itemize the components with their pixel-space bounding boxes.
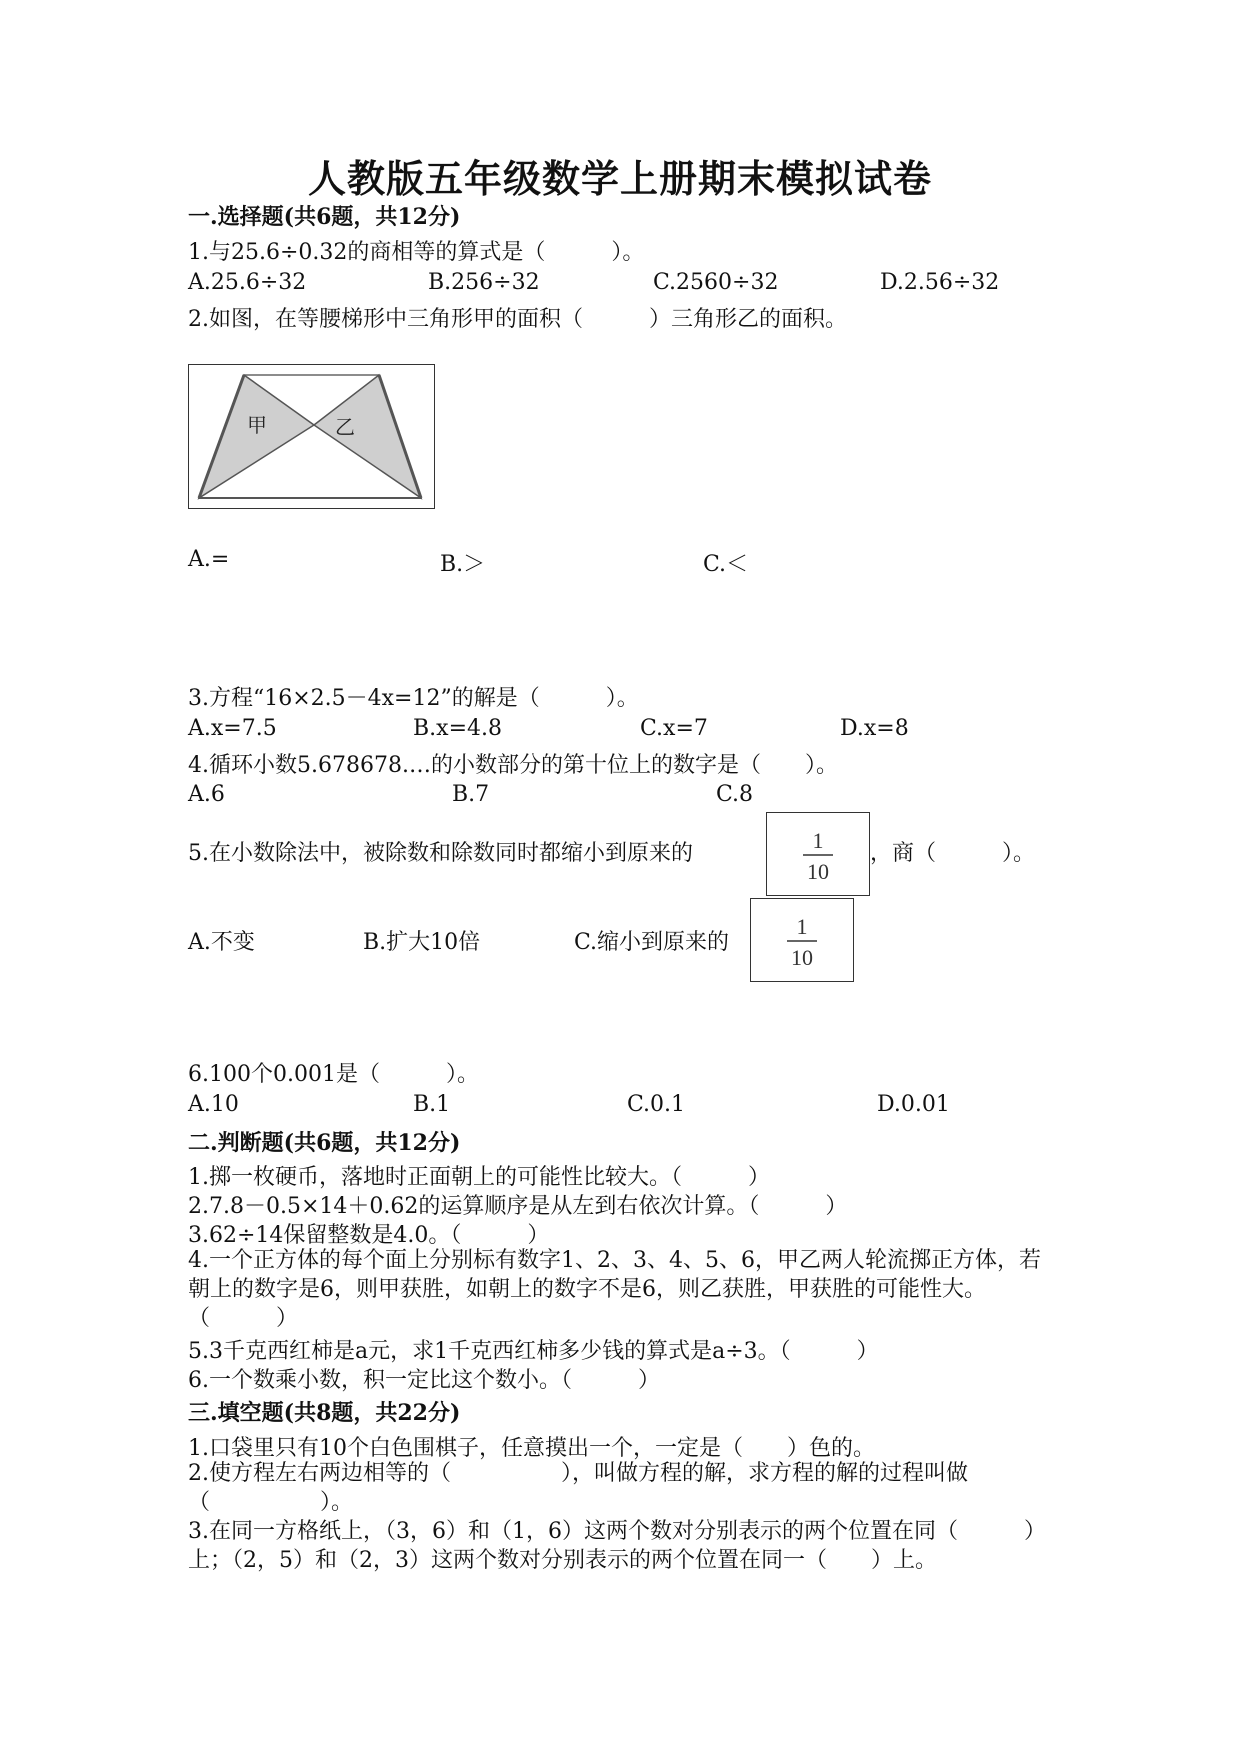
q6-option-d: D.0.01 xyxy=(877,1092,950,1117)
q4-stem: 4.循环小数5.678678.…的小数部分的第十位上的数字是（ ）。 xyxy=(188,753,838,778)
q3-option-a: A.x=7.5 xyxy=(188,716,277,741)
q5-fraction-box xyxy=(766,812,870,896)
q3-option-d: D.x=8 xyxy=(840,716,909,741)
q1-option-a: A.25.6÷32 xyxy=(188,270,307,295)
fill-item-2: 2.使方程左右两边相等的（ ），叫做方程的解，求方程的解的过程叫做（ ）。 xyxy=(188,1461,968,1515)
q5-option-a: A.不变 xyxy=(188,930,255,955)
label-jia: 甲 xyxy=(247,413,267,437)
fraction-numerator: 1 xyxy=(812,828,824,853)
fraction-denominator: 10 xyxy=(807,859,829,884)
q6-stem: 6.100个0.001是（ ）。 xyxy=(188,1062,479,1087)
judge-item-4: 4.一个正方体的每个面上分别标有数字1、2、3、4、5、6，甲乙两人轮流掷正方体，若朝上的数字是6，则甲获胜，如朝上的数字不是6，则乙获胜，甲获胜的可能性大。（ ） xyxy=(188,1248,1041,1331)
q2-option-c: C.＜ xyxy=(703,552,749,577)
q2-option-a: A.= xyxy=(188,547,230,572)
trapezoid-diagram xyxy=(189,365,434,508)
judge-item-6: 6.一个数乘小数，积一定比这个数小。（ ） xyxy=(188,1368,660,1393)
q6-option-c: C.0.1 xyxy=(627,1092,686,1117)
q5-option-c-fraction-box xyxy=(750,898,854,982)
q1-option-d: D.2.56÷32 xyxy=(880,270,1000,295)
q5-option-b: B.扩大10倍 xyxy=(363,930,481,955)
judge-item-1: 1.掷一枚硬币，落地时正面朝上的可能性比较大。（ ） xyxy=(188,1165,770,1190)
page-title: 人教版五年级数学上册期末模拟试卷 xyxy=(307,156,932,201)
q1-option-b: B.256÷32 xyxy=(428,270,540,295)
judge-item-5: 5.3千克西红柿是a元，求1千克西红柿多少钱的算式是a÷3。（ ） xyxy=(188,1339,879,1364)
label-yi: 乙 xyxy=(335,415,355,439)
q5-stem-before: 5.在小数除法中，被除数和除数同时都缩小到原来的 xyxy=(188,841,693,866)
q6-option-b: B.1 xyxy=(413,1092,451,1117)
fill-item-1: 1.口袋里只有10个白色围棋子，任意摸出一个，一定是（ ）色的。 xyxy=(188,1436,875,1461)
fill-item-3: 3.在同一方格纸上，（3，6）和（1，6）这两个数对分别表示的两个位置在同（ ）上；（2，5）和（2，3）这两个数对分别表示的两个位置在同一（ ）上。 xyxy=(188,1519,1046,1573)
section-judge-heading: 二.判断题(共6题，共12分) xyxy=(188,1130,461,1156)
q2-stem: 2.如图，在等腰梯形中三角形甲的面积（ ）三角形乙的面积。 xyxy=(188,307,847,332)
q5-option-c: C.缩小到原来的 xyxy=(574,930,730,955)
fraction-denominator: 10 xyxy=(791,945,813,970)
q3-stem: 3.方程“16×2.5－4x=12”的解是（ ）。 xyxy=(188,686,639,711)
fraction-numerator: 1 xyxy=(796,914,808,939)
section-fill-heading: 三.填空题(共8题，共22分) xyxy=(188,1400,461,1426)
q3-option-c: C.x=7 xyxy=(640,716,708,741)
q1-stem: 1.与25.6÷0.32的商相等的算式是（ ）。 xyxy=(188,240,645,265)
q2-option-b: B.＞ xyxy=(440,552,486,577)
section-choice-heading: 一.选择题(共6题，共12分) xyxy=(188,204,461,230)
q1-option-c: C.2560÷32 xyxy=(653,270,779,295)
q4-option-c: C.8 xyxy=(716,782,754,807)
q5-stem-after: ，商（ ）。 xyxy=(870,841,1036,866)
q4-option-b: B.7 xyxy=(452,782,490,807)
trapezoid-figure xyxy=(188,364,435,509)
judge-item-3: 3.62÷14保留整数是4.0。（ ） xyxy=(188,1223,550,1248)
q3-option-b: B.x=4.8 xyxy=(413,716,502,741)
q6-option-a: A.10 xyxy=(188,1092,239,1117)
q4-option-a: A.6 xyxy=(188,782,225,807)
judge-item-2: 2.7.8－0.5×14＋0.62的运算顺序是从左到右依次计算。（ ） xyxy=(188,1194,848,1219)
